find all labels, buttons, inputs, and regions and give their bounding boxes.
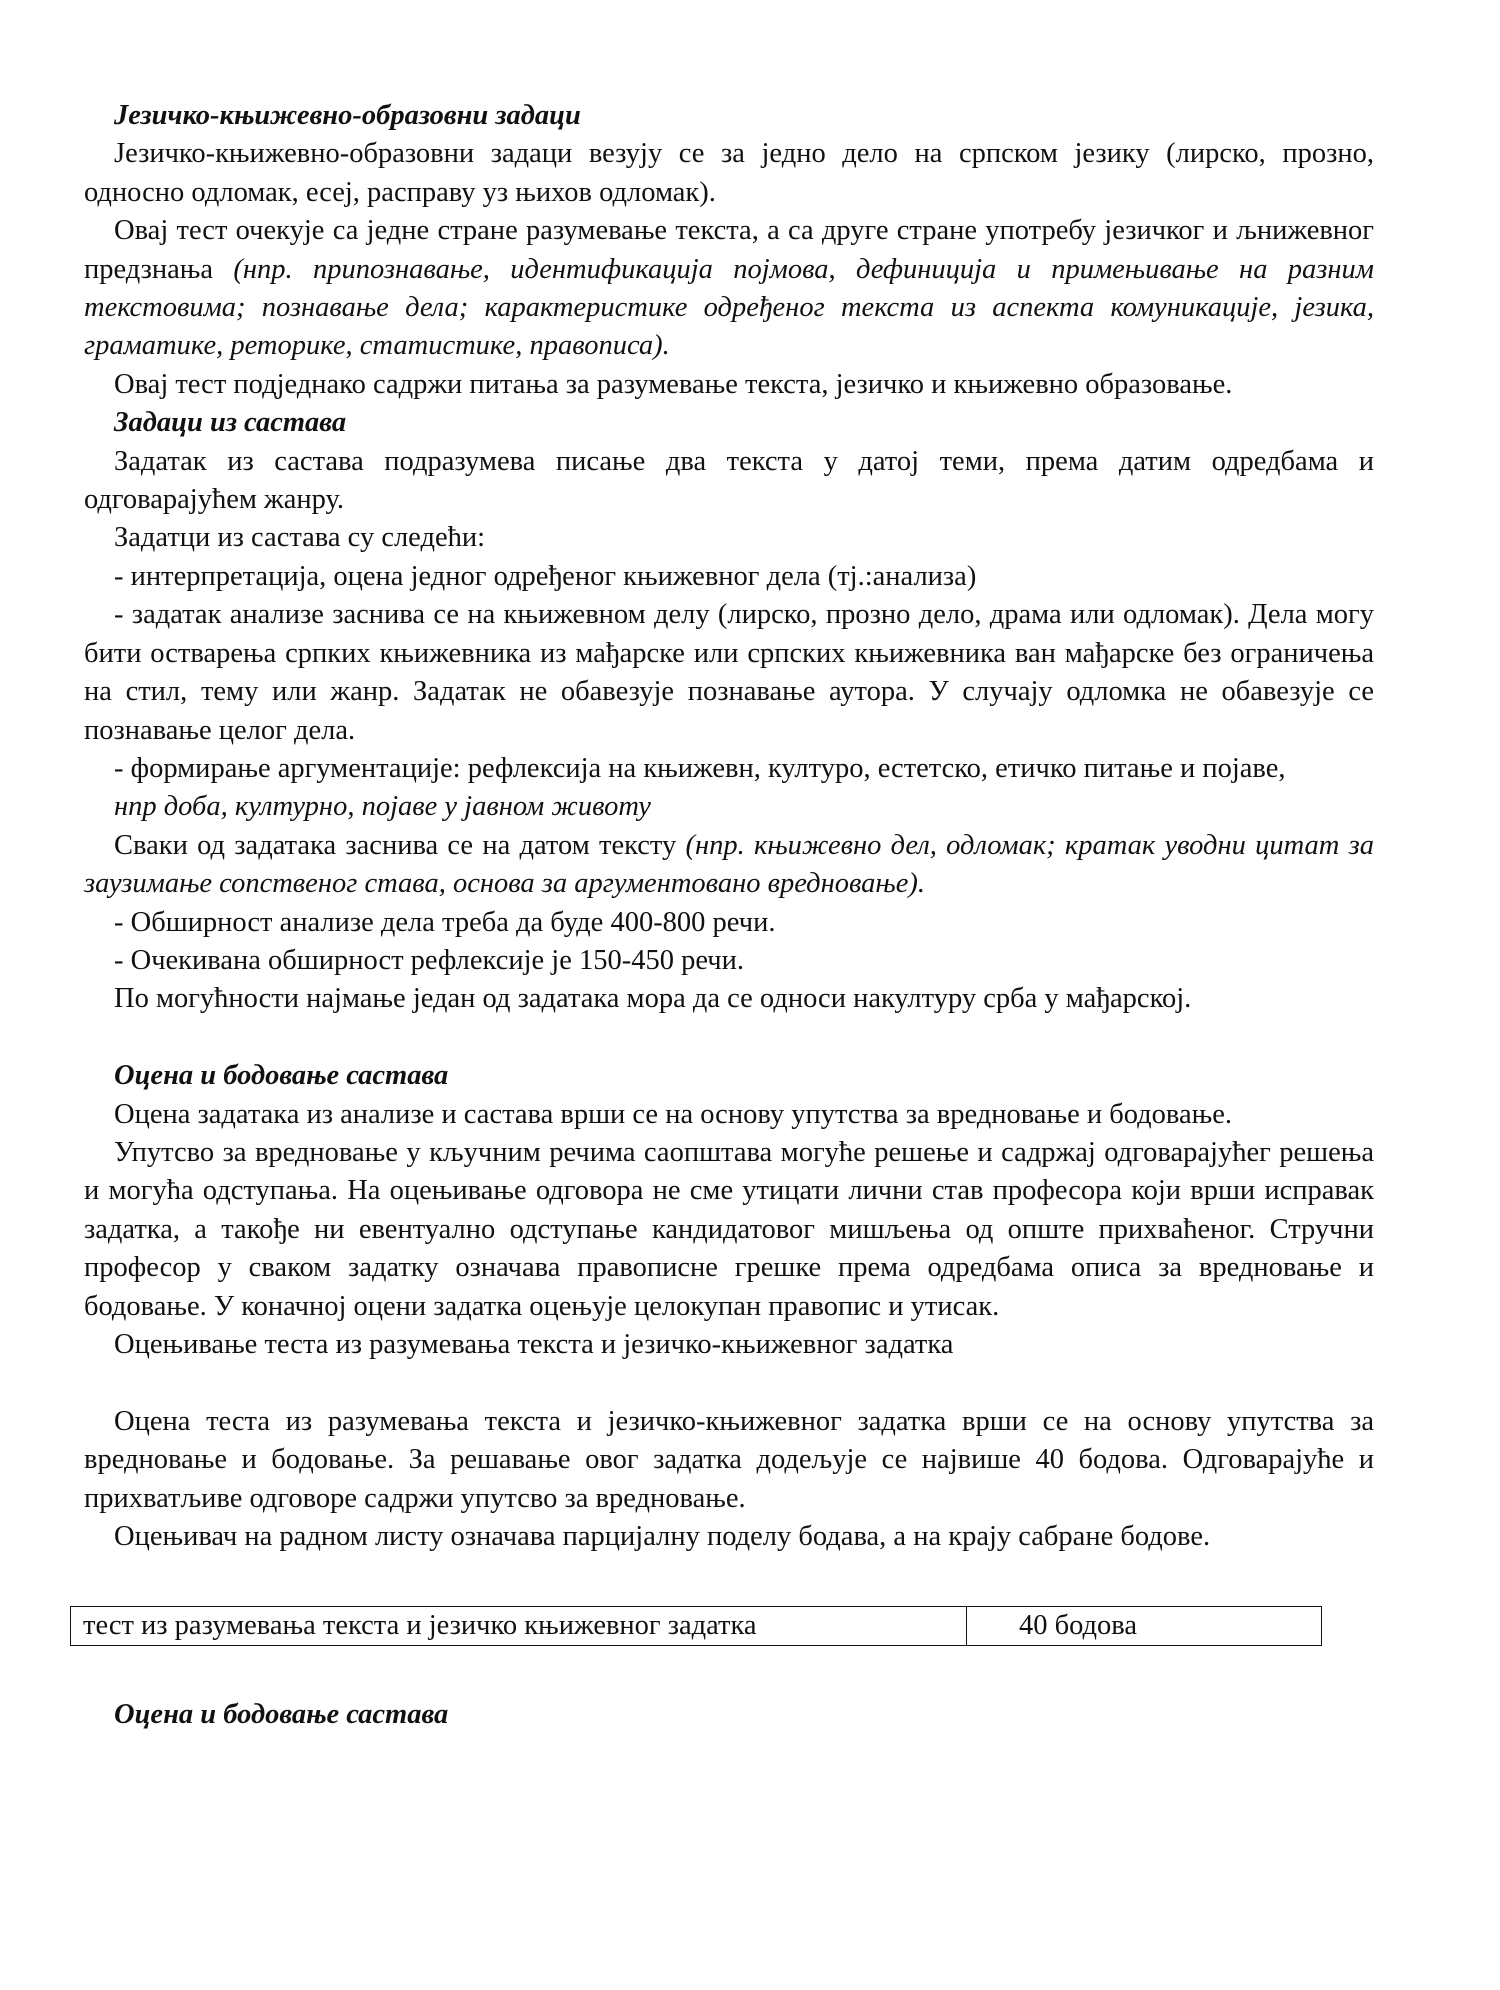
paragraph-text: Овај тест очекује са једне стране разумевање текста, а са друге стране употребу језичког и љнижевног предзнања bbox=[84, 215, 1374, 285]
paragraph bbox=[84, 827, 1374, 904]
list-item: - формирање аргументације: рефлексија на књижевн, културо, естетско, етичко питање и појаве, bbox=[114, 752, 1286, 784]
spacer bbox=[84, 1646, 1374, 1696]
paragraph: Оцењивач на радном листу означава парцијалну поделу бодава, а на крају сабране бодове. bbox=[114, 1521, 1211, 1552]
paragraph-italic-note: (нпр. припознавање, идентификација појмова, дефиниција и примењивање на разним текстовима; познавање дела; карактеристике одређеног текста из аспекта комуникације, језика, граматике, реторике, статистике, правописа). bbox=[84, 253, 1374, 362]
paragraph-italic-note: (нпр. књижевно дел, одломак; кратак уводни цитат за заузимање сопственог става, основа за аргументовано вредновање). bbox=[84, 829, 1374, 900]
list-item: - Очекивана обширност рефлексије је 150-450 речи. bbox=[114, 944, 744, 976]
paragraph: По могућности најмање један од задатака мора да се односи накултуру срба у мађарској. bbox=[114, 983, 1192, 1015]
table-row bbox=[71, 1607, 1322, 1646]
list-item: - интерпретација, оцена једног одређеног књижевног дела (тј.:анализа) bbox=[114, 560, 977, 592]
paragraph bbox=[84, 212, 1374, 366]
paragraph: Језичко-књижевно-образовни задаци везују се за једно дело на српском језику (лирско, прозно, односно одломак, есеј, расправу уз њихов одломак). bbox=[84, 138, 1374, 208]
spacer bbox=[84, 1556, 1374, 1606]
paragraph: Упутсво за вредновање у кључним речима саопштава могуће решење и садржај одговарајућег решења и могућа одступања. На оцењивање одговора не сме утицати лични став професора који врши исправак задатка, а такође ни евентуално одступање кандидатовог мишљења од опште прихваћеног. Стручни професор у сваком задатку означава правописне грешке према одредбама описа за вредновање и бодовање. У коначној оцени задатка оцењује целокупан правопис и утисак. bbox=[84, 1136, 1374, 1322]
italic-example: нпр доба, културно, појаве у јавном животу bbox=[114, 791, 651, 823]
document-page bbox=[84, 97, 1374, 1735]
paragraph: Задатак из састава подразумева писање два текста у датој теми, према датим одредбама и одговарајућем жанру. bbox=[84, 445, 1374, 516]
paragraph: Оцена теста из разумевања текста и језичко-књижевног задатка врши се на основу упутства за вредновање и бодовање. За решавање овог задатка додељује се највише 40 бодова. Одговарајуће и прихватљиве одговоре садржи упутсво за вредновање. bbox=[84, 1405, 1374, 1514]
paragraph: Оцењивање теста из разумевања текста и језичко-књижевног задатка bbox=[114, 1328, 954, 1360]
score-table bbox=[70, 1606, 1322, 1646]
paragraph-text: Сваки од задатака заснива се на датом тексту bbox=[114, 829, 686, 861]
score-table-points: 40 бодова bbox=[967, 1607, 1322, 1646]
paragraph: Оцена задатака из анализе и састава врши се на основу упутства за вредновање и бодовање. bbox=[114, 1098, 1233, 1130]
section-heading-composition-tasks: Задаци из састава bbox=[114, 407, 347, 439]
section-heading-language-literary-tasks: Језичко-књижевно-образовни задаци bbox=[114, 100, 581, 131]
section-heading-grading-composition-2: Оцена и бодовање састава bbox=[114, 1699, 449, 1731]
paragraph: Овај тест подједнако садржи питања за разумевање текста, језичко и књижевно образовање. bbox=[114, 368, 1233, 400]
score-table-task: тест из разумевања текста и језичко књижевног задатка bbox=[71, 1607, 967, 1646]
section-heading-grading-composition: Оцена и бодовање састава bbox=[114, 1060, 449, 1092]
spacer bbox=[84, 1364, 1374, 1402]
spacer bbox=[84, 1019, 1374, 1057]
paragraph: Задатци из састава су следећи: bbox=[114, 522, 486, 554]
list-item: - Обширност анализе дела треба да буде 400-800 речи. bbox=[114, 906, 776, 938]
list-item: - задатак анализе заснива се на књижевном делу (лирско, прозно дело, драма или одломак). Дела могу бити остварења српких књижевника из мађарске или српских књижевника ван мађарске без ограничења на стил, тему или жанр. Задатак не обавезује познавање аутора. У случају одломка не обавезује се познавање целог дела. bbox=[84, 599, 1374, 746]
